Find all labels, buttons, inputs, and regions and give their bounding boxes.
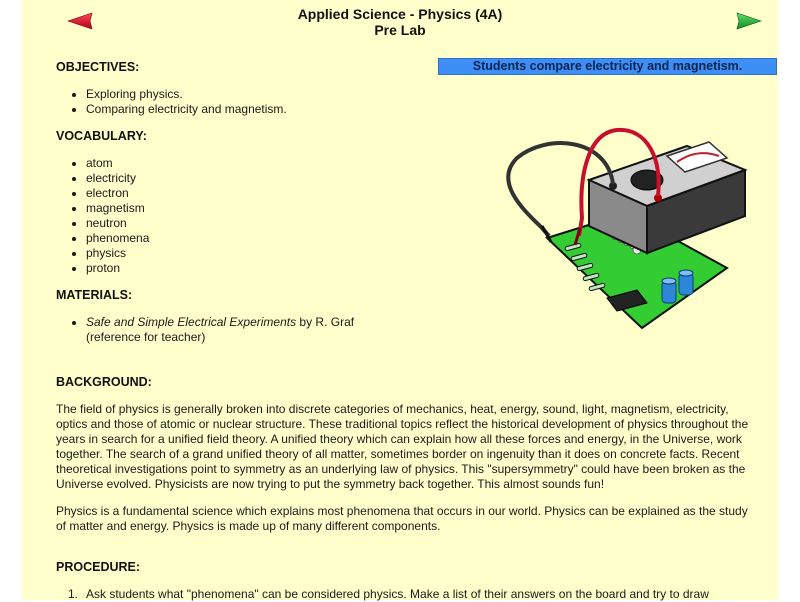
background-paragraph: Physics is a fundamental science which explains most phenomena that occurs in our world. Physics can be explained as the study of matter and energy. Physics is made up of many different components. [56,504,748,533]
multimeter-circuit-illustration [487,118,757,333]
list-item: • electron [86,186,149,201]
list-item: • physics [86,246,149,261]
list-item: • phenomena [86,231,149,246]
step-number: 1. [68,587,79,601]
vocabulary-list [56,156,149,276]
procedure-heading: PROCEDURE: [56,560,141,574]
list-item [86,315,416,345]
materials-section [56,288,416,345]
list-item: • atom [86,156,149,171]
lesson-page [22,0,778,600]
objectives-list [56,87,287,117]
materials-heading: MATERIALS: [56,288,133,302]
background-paragraph: The field of physics is generally broken into discrete categories of mechanics, heat, energy, sound, light, magnetism, electricity, optics and those of atomic or nuclear structure. These traditional topics reflect the historical development of physics throughout the years in search for a unified field theory. A unified theory which can explain how all these forces and energy, in the Universe, work together. The search of a grand unified theory of all matter, sometimes border on ingenuity than it does on concrete facts. Recent theoretical investigations point to symmetry as an underlying law of physics. This "supersymmetry" could have been broken as the Universe evolved. Physicists are now trying to put the symmetry back together. This almost sounds fun! [56,402,749,491]
list-item: • proton [86,261,149,276]
title-line-subtitle: Pre Lab [374,22,426,38]
title-line-course: Applied Science - Physics (4A) [297,6,503,22]
materials-list [56,315,416,345]
book-author: by R. Graf [296,315,355,329]
background-heading: BACKGROUND: [56,375,152,389]
list-item: • Exploring physics. [86,87,287,102]
objectives-heading: OBJECTIVES: [56,60,140,74]
page-title [22,6,778,38]
book-note: (reference for teacher) [86,330,206,344]
background-section [56,375,756,534]
step-text: Ask students what "phenomena" can be considered physics. Make a list of their answers on the board and try to draw [86,587,709,601]
list-item: • Comparing electricity and magnetism. [86,102,287,117]
summary-banner: Students compare electricity and magnetism. [438,58,777,75]
book-title: Safe and Simple Electrical Experiments [86,315,297,329]
vocabulary-section [56,129,149,276]
objectives-section [56,60,287,117]
list-item: • electricity [86,171,149,186]
list-item: • magnetism [86,201,149,216]
vocabulary-heading: VOCABULARY: [56,129,147,143]
list-item: • neutron [86,216,149,231]
procedure-section [56,560,756,602]
